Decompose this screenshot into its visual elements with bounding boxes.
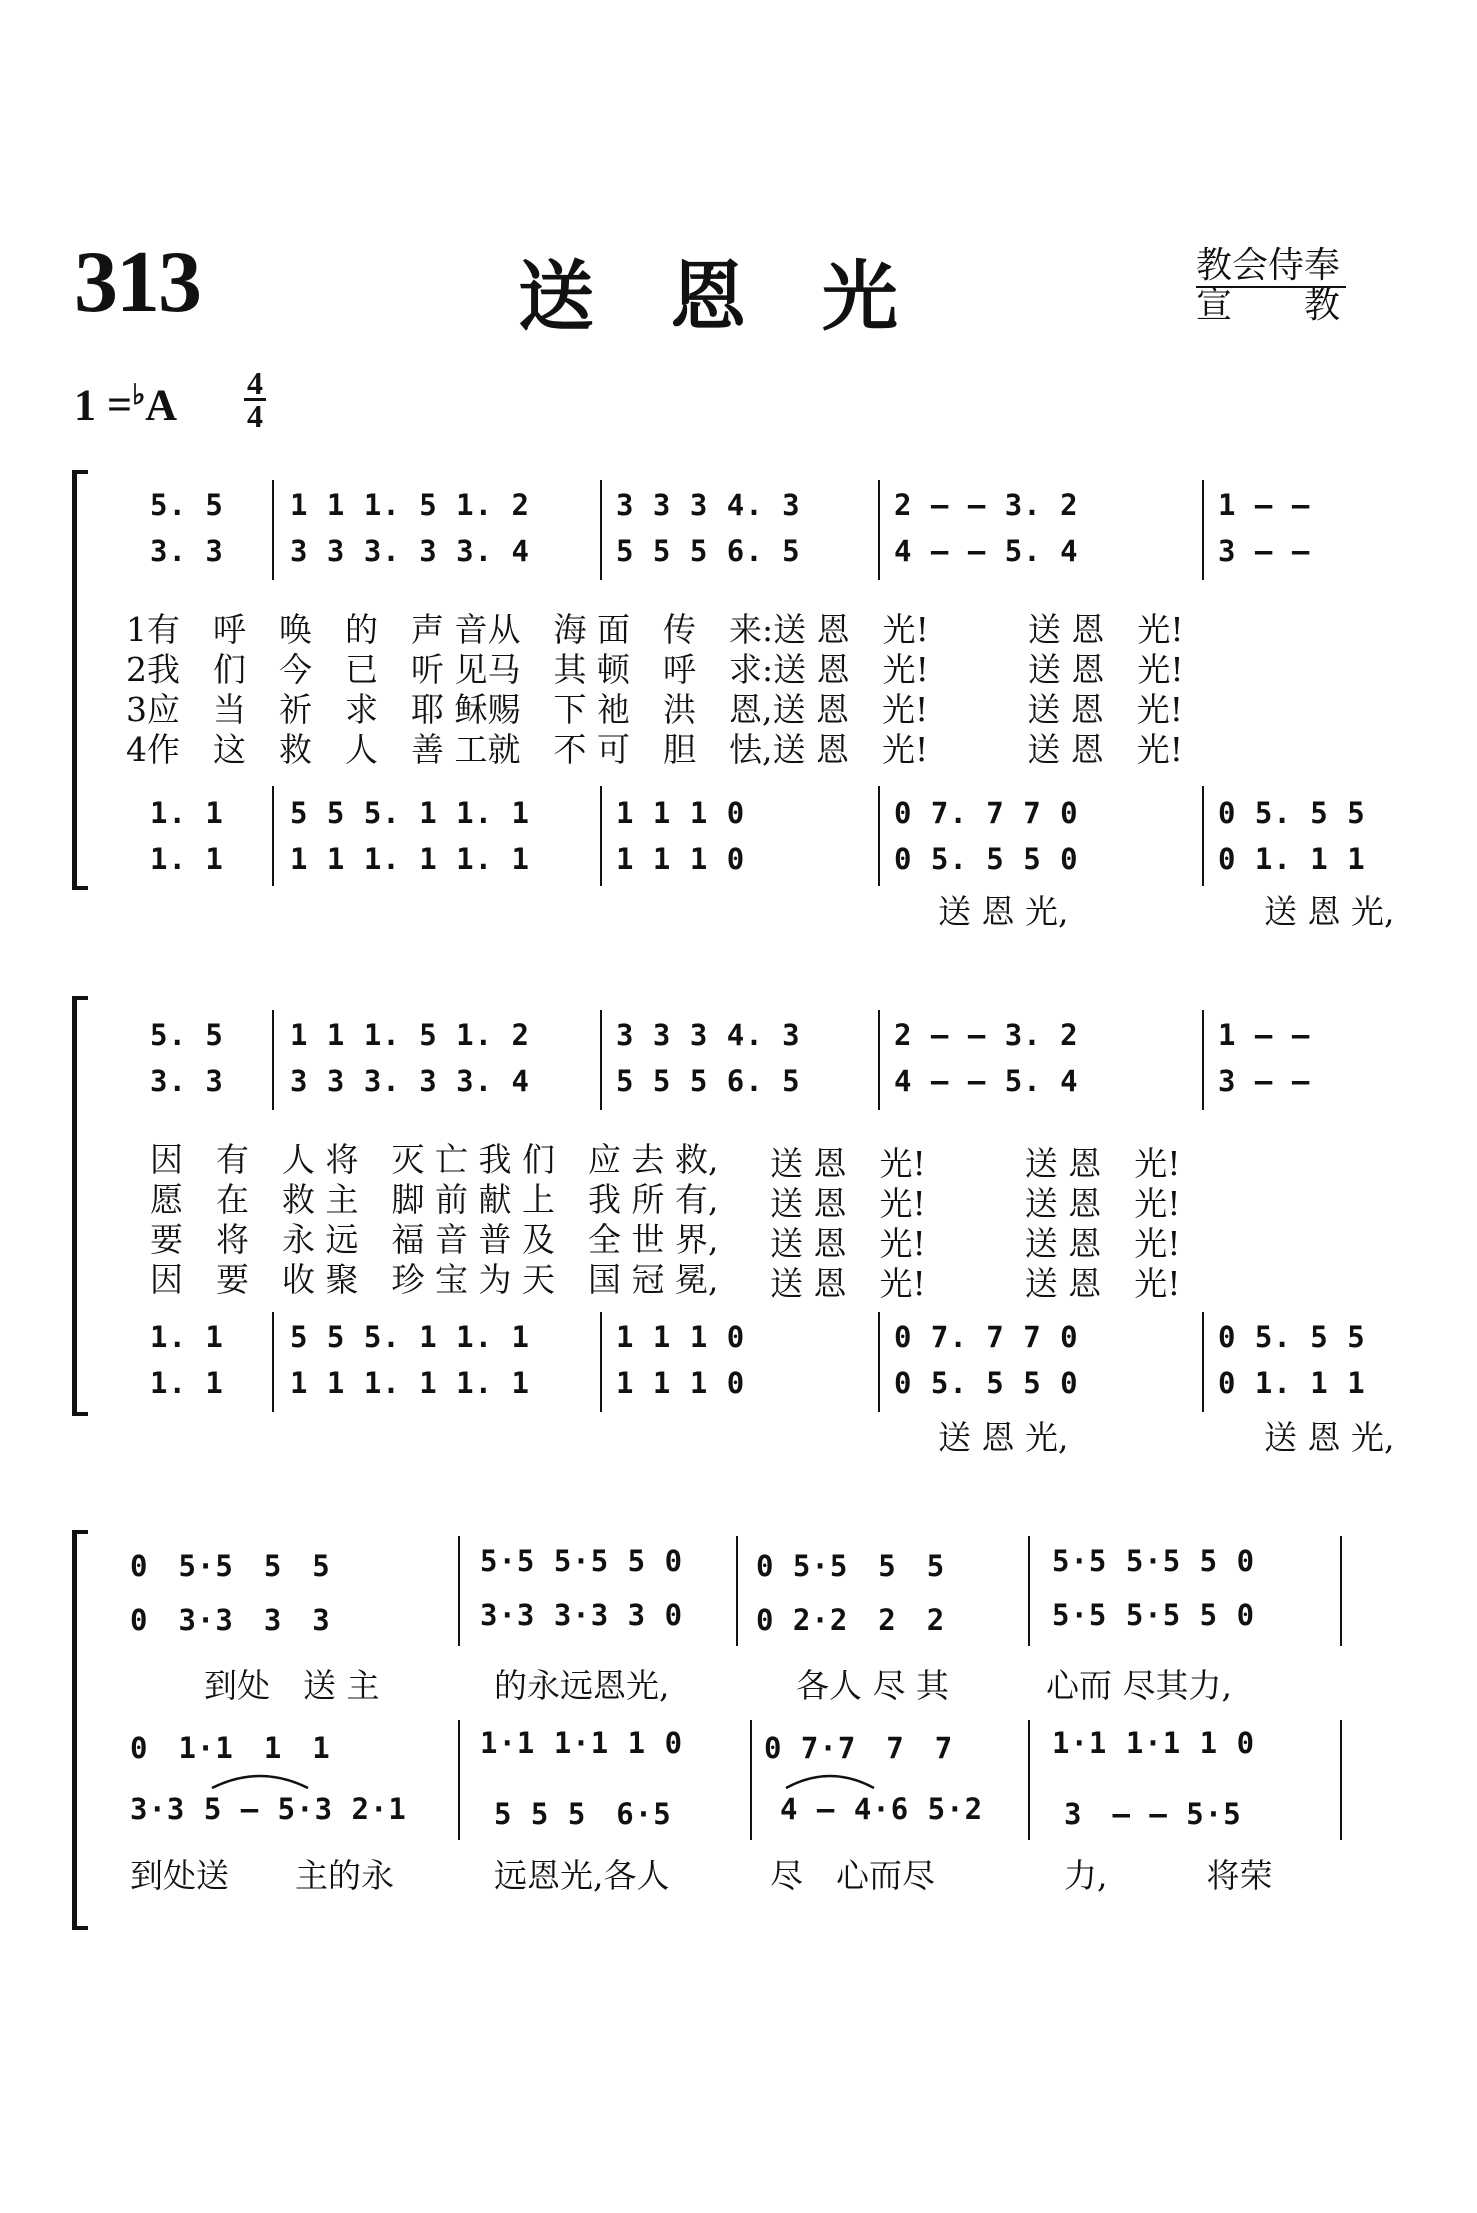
s3-lyric-upper-1: 到处 送 主 <box>204 1666 380 1705</box>
s1-lower-m1-bottom: 1 1 1. 1 1. 1 <box>290 842 530 876</box>
s2-refrain-1: 送 恩 光, <box>938 1418 1069 1457</box>
s2-verse-end-4: 送 恩 光! 送 恩 光! <box>770 1264 1181 1303</box>
s3-tenor-m1: 0 1·1 1 1 <box>130 1731 331 1765</box>
s2-lower-m2-bottom: 1 1 1 0 <box>616 1366 746 1400</box>
s2-verse-end-1: 送 恩 光! 送 恩 光! <box>770 1144 1181 1183</box>
s3-lyric-lower-3: 尽 心而尽 <box>770 1856 935 1895</box>
s2-lower-m3-top: 0 7. 7 7 0 <box>894 1320 1079 1354</box>
s3-alto-m3: 0 2·2 2 2 <box>756 1603 946 1637</box>
s1-upper-m4-bottom: 3 – – <box>1218 534 1311 568</box>
s2-refrain-2: 送 恩 光, <box>1264 1418 1395 1457</box>
s1-upper-m0-bottom: 3. 3 <box>150 534 224 568</box>
s1-upper-m1-top: 1 1 1. 5 1. 2 <box>290 488 530 522</box>
s2-verse-4: 因 要 收 聚 珍 宝 为 天 国 冠 冕, <box>150 1260 719 1299</box>
s3-soprano-m2: 5·5 5·5 5 0 <box>480 1544 684 1578</box>
s3-soprano-m1: 0 5·5 5 5 <box>130 1549 331 1583</box>
s1-verse-2: 2我 们 今 已 听 见马 其 顿 呼 求:送 恩 光! 送 恩 光! <box>126 650 1184 689</box>
s3-lyric-lower-4: 力, 将荣 <box>1064 1856 1273 1895</box>
s3-lyric-lower-2: 远恩光,各人 <box>494 1856 670 1895</box>
key-note: A <box>145 380 178 430</box>
flat-sign-icon: ♭ <box>132 380 146 411</box>
page-title: 送 恩 光 <box>518 252 898 341</box>
s2-lower-m1-bottom: 1 1 1. 1 1. 1 <box>290 1366 530 1400</box>
s2-upper-m0-bottom: 3. 3 <box>150 1064 224 1098</box>
s2-upper-m2-bottom: 5 5 5 6. 5 <box>616 1064 801 1098</box>
author-line-2: 宣 教 <box>1196 285 1341 326</box>
s1-lower-m1-top: 5 5 5. 1 1. 1 <box>290 796 530 830</box>
s2-upper-m4-top: 1 – – <box>1218 1018 1311 1052</box>
s1-upper-m1-bottom: 3 3 3. 3 3. 4 <box>290 534 530 568</box>
s3-tenor-m2: 1·1 1·1 1 0 <box>480 1726 684 1760</box>
s1-lower-m3-top: 0 7. 7 7 0 <box>894 796 1079 830</box>
s1-lower-m3-bottom: 0 5. 5 5 0 <box>894 842 1079 876</box>
s3-alto-m4: 5·5 5·5 5 0 <box>1052 1598 1256 1632</box>
s1-lower-m0-bottom: 1. 1 <box>150 842 224 876</box>
s3-bass-m2: 5 5 5 6·5 <box>494 1797 672 1831</box>
s1-refrain-1: 送 恩 光, <box>938 892 1069 931</box>
s3-bass-m1: 3·3 5 – 5·3 2·1 <box>130 1792 407 1826</box>
s2-lower-m0-bottom: 1. 1 <box>150 1366 224 1400</box>
s2-verse-1: 因 有 人 将 灭 亡 我 们 应 去 救, <box>150 1140 719 1179</box>
s2-verse-3: 要 将 永 远 福 音 普 及 全 世 界, <box>150 1220 719 1259</box>
key-label: 1 = <box>74 380 133 430</box>
s2-lower-m1-top: 5 5 5. 1 1. 1 <box>290 1320 530 1354</box>
s1-upper-m3-bottom: 4 – – 5. 4 <box>894 534 1079 568</box>
s1-lower-m2-bottom: 1 1 1 0 <box>616 842 746 876</box>
s3-soprano-m3: 0 5·5 5 5 <box>756 1549 946 1583</box>
s1-refrain-2: 送 恩 光, <box>1264 892 1395 931</box>
hymn-number: 313 <box>74 234 200 331</box>
s3-lyric-lower-1: 到处送 主的永 <box>130 1856 394 1895</box>
s1-upper-m3-top: 2 – – 3. 2 <box>894 488 1079 522</box>
s2-lower-m0-top: 1. 1 <box>150 1320 224 1354</box>
s2-lower-m2-top: 1 1 1 0 <box>616 1320 746 1354</box>
s1-upper-m0-top: 5. 5 <box>150 488 224 522</box>
s2-verse-2: 愿 在 救 主 脚 前 献 上 我 所 有, <box>150 1180 719 1219</box>
s2-lower-m4-bottom: 0 1. 1 1 <box>1218 1366 1366 1400</box>
s3-bass-m4: 3 – – 5·5 <box>1064 1797 1242 1831</box>
s1-verse-1: 1有 呼 唤 的 声 音从 海 面 传 来:送 恩 光! 送 恩 光! <box>126 610 1184 649</box>
s2-lower-m3-bottom: 0 5. 5 5 0 <box>894 1366 1079 1400</box>
s2-lower-m4-top: 0 5. 5 5 <box>1218 1320 1366 1354</box>
s2-upper-m4-bottom: 3 – – <box>1218 1064 1311 1098</box>
s1-verse-4: 4作 这 救 人 善 工就 不 可 胆 怯,送 恩 光! 送 恩 光! <box>126 730 1183 769</box>
s2-verse-end-2: 送 恩 光! 送 恩 光! <box>770 1184 1181 1223</box>
s2-upper-m1-top: 1 1 1. 5 1. 2 <box>290 1018 530 1052</box>
s1-upper-m2-bottom: 5 5 5 6. 5 <box>616 534 801 568</box>
s1-lower-m4-bottom: 0 1. 1 1 <box>1218 842 1366 876</box>
s3-soprano-m4: 5·5 5·5 5 0 <box>1052 1544 1256 1578</box>
s3-tenor-m4: 1·1 1·1 1 0 <box>1052 1726 1256 1760</box>
s3-tenor-m3: 0 7·7 7 7 <box>764 1731 954 1765</box>
s3-alto-m2: 3·3 3·3 3 0 <box>480 1598 684 1632</box>
slur-1 <box>212 1776 308 1788</box>
s2-verse-end-3: 送 恩 光! 送 恩 光! <box>770 1224 1181 1263</box>
s1-upper-m2-top: 3 3 3 4. 3 <box>616 488 801 522</box>
time-bottom: 4 <box>247 398 263 434</box>
s2-upper-m2-top: 3 3 3 4. 3 <box>616 1018 801 1052</box>
time-top: 4 <box>247 365 263 401</box>
author-line-1: 教会侍奉 <box>1196 245 1341 286</box>
s1-lower-m2-top: 1 1 1 0 <box>616 796 746 830</box>
s3-lyric-upper-3: 各人 尽 其 <box>796 1666 949 1705</box>
s2-upper-m1-bottom: 3 3 3. 3 3. 4 <box>290 1064 530 1098</box>
s1-verse-3: 3应 当 祈 求 耶 稣赐 下 祂 洪 恩,送 恩 光! 送 恩 光! <box>126 690 1183 729</box>
s3-alto-m1: 0 3·3 3 3 <box>130 1603 331 1637</box>
s2-upper-m0-top: 5. 5 <box>150 1018 224 1052</box>
s2-upper-m3-bottom: 4 – – 5. 4 <box>894 1064 1079 1098</box>
s1-lower-m0-top: 1. 1 <box>150 796 224 830</box>
s1-upper-m4-top: 1 – – <box>1218 488 1311 522</box>
s3-lyric-upper-2: 的永远恩光, <box>494 1666 670 1705</box>
s3-lyric-upper-4: 心而 尽其力, <box>1046 1666 1232 1705</box>
s1-lower-m4-top: 0 5. 5 5 <box>1218 796 1366 830</box>
s3-bass-m3: 4 – 4·6 5·2 <box>780 1792 984 1826</box>
s2-upper-m3-top: 2 – – 3. 2 <box>894 1018 1079 1052</box>
slur-2 <box>786 1776 874 1788</box>
